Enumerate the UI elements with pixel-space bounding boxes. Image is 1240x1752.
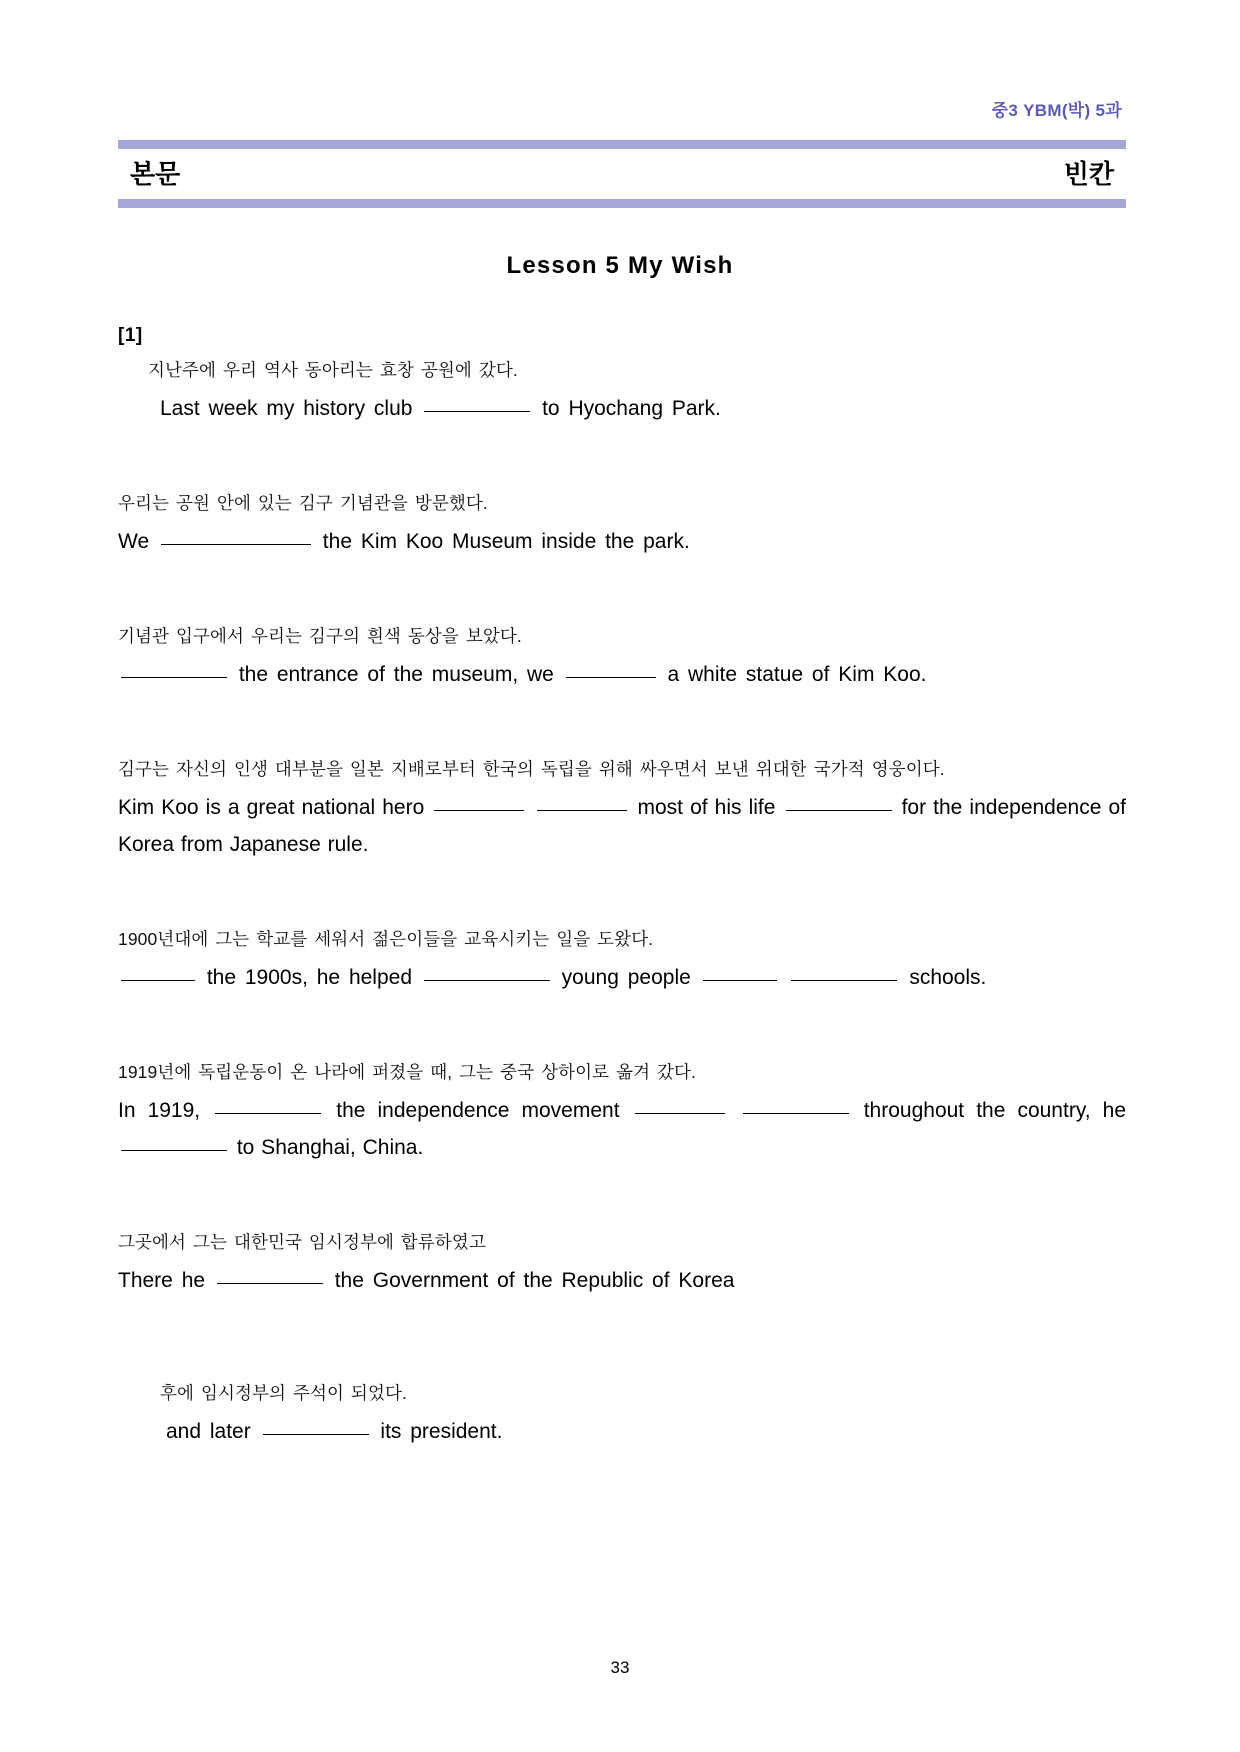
text-fragment: [728, 1099, 740, 1122]
sentence-block: [118, 1380, 1126, 1451]
korean-sentence: 그곳에서 그는 대한민국 임시정부에 합류하였고: [118, 1231, 486, 1252]
korean-sentence: 지난주에 우리 역사 동아리는 효창 공원에 갔다.: [148, 360, 518, 380]
answer-blank[interactable]: [635, 1113, 725, 1114]
answer-blank[interactable]: [566, 677, 656, 678]
text-fragment: its president.: [371, 1419, 503, 1443]
title-block: [118, 140, 1126, 208]
answer-blank[interactable]: [791, 980, 897, 981]
english-sentence: [118, 960, 1126, 997]
text-fragment: to Hyochang Park.: [533, 397, 721, 421]
text-fragment: schools.: [900, 966, 987, 989]
title-right-label: 빈칸: [1063, 159, 1114, 189]
answer-blank[interactable]: [121, 980, 195, 981]
title-row: [118, 149, 1126, 199]
answer-blank[interactable]: [161, 544, 311, 545]
answer-blank[interactable]: [215, 1113, 321, 1114]
answer-blank[interactable]: [537, 810, 627, 811]
sentence-block: [118, 1229, 1126, 1300]
text-fragment: and later: [166, 1419, 260, 1443]
english-sentence: [118, 391, 1126, 428]
answer-blank[interactable]: [121, 677, 227, 678]
spacer: [118, 456, 1126, 490]
sentence-block: [118, 926, 1126, 997]
sentence-block: [118, 623, 1126, 694]
answer-blank[interactable]: [424, 980, 550, 981]
text-fragment: the Government of the Republic of Korea: [325, 1268, 735, 1292]
title-band-bottom: [118, 199, 1126, 208]
spacer: [118, 1328, 1126, 1380]
english-sentence: [118, 657, 1126, 694]
title-left-label: 본문: [130, 159, 181, 189]
text-fragment: young people: [552, 966, 700, 989]
text-fragment: In 1919,: [118, 1099, 213, 1122]
sentence-block: [118, 1059, 1126, 1167]
answer-blank[interactable]: [703, 980, 777, 981]
korean-sentence: 기념관 입구에서 우리는 김구의 흰색 동상을 보았다.: [118, 626, 522, 646]
sentence-block: [118, 357, 1126, 428]
answer-blank[interactable]: [424, 411, 530, 412]
answer-blank[interactable]: [743, 1113, 849, 1114]
english-sentence: [118, 790, 1126, 864]
text-fragment: the independence movement: [324, 1099, 632, 1122]
text-fragment: for the independence of Korea from Japanese rule.: [118, 796, 1126, 856]
spacer: [118, 722, 1126, 756]
worksheet-content: [118, 325, 1126, 1479]
text-fragment: throughout the country, he: [851, 1099, 1127, 1122]
answer-blank[interactable]: [786, 810, 892, 811]
text-fragment: [527, 796, 534, 819]
text-fragment: [780, 966, 789, 989]
running-head: 중3 YBM(박) 5과: [991, 101, 1122, 120]
text-fragment: to Shanghai, China.: [230, 1135, 424, 1159]
page-number: 33: [610, 1658, 630, 1677]
text-fragment: the 1900s, he helped: [198, 966, 421, 989]
text-fragment: the Kim Koo Museum inside the park.: [313, 530, 690, 554]
answer-blank[interactable]: [263, 1434, 369, 1435]
english-sentence: [118, 1414, 1126, 1451]
answer-blank[interactable]: [434, 810, 524, 811]
lesson-title: Lesson 5 My Wish: [506, 252, 734, 279]
korean-sentence: 1919년에 독립운동이 온 나라에 퍼졌을 때, 그는 중국 상하이로 옮겨 갔다.: [118, 1061, 697, 1082]
answer-blank[interactable]: [217, 1283, 323, 1284]
text-fragment: There he: [118, 1268, 214, 1292]
text-fragment: a white statue of Kim Koo.: [658, 663, 927, 687]
english-sentence: [118, 1263, 1126, 1300]
english-sentence: [118, 524, 1126, 561]
text-fragment: Last week my history club: [160, 397, 422, 421]
korean-sentence: 후에 임시정부의 주석이 되었다.: [160, 1382, 407, 1403]
korean-sentence: 1900년대에 그는 학교를 세워서 젊은이들을 교육시키는 일을 도왔다.: [118, 928, 654, 949]
korean-sentence: 우리는 공원 안에 있는 김구 기념관을 방문했다.: [118, 493, 488, 513]
spacer: [118, 1025, 1126, 1059]
english-sentence: [118, 1093, 1126, 1167]
text-fragment: most of his life: [630, 796, 783, 820]
answer-blank[interactable]: [121, 1150, 227, 1151]
sentence-block: [118, 756, 1126, 864]
title-band-top: [118, 140, 1126, 149]
text-fragment: Kim Koo is a great national hero: [118, 796, 432, 820]
spacer: [118, 589, 1126, 623]
korean-sentence: 김구는 자신의 인생 대부분을 일본 지배로부터 한국의 독립을 위해 싸우면서 보낸 위대한 국가적 영웅이다.: [118, 759, 945, 779]
sentence-block: [118, 490, 1126, 561]
spacer: [118, 1195, 1126, 1229]
text-fragment: We: [118, 530, 158, 554]
spacer: [118, 892, 1126, 926]
text-fragment: the entrance of the museum, we: [230, 663, 563, 687]
section-number: [1]: [118, 325, 143, 346]
